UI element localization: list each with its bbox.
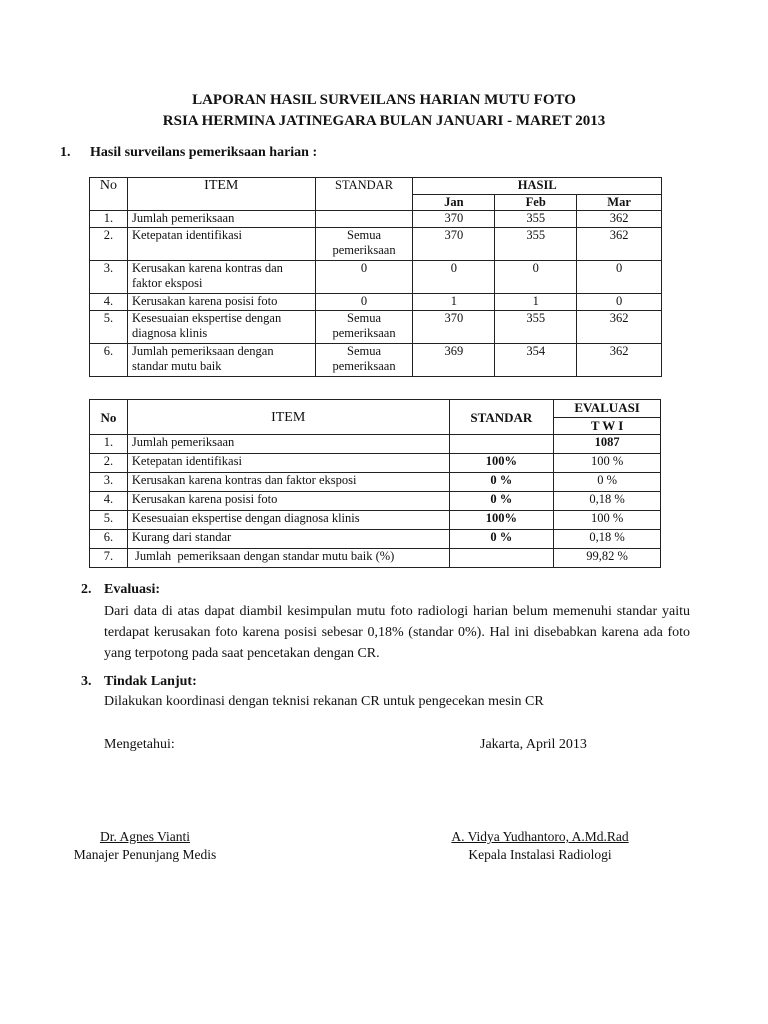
row-twi: 99,82 % [554,549,661,568]
row-mar: 0 [577,261,662,294]
row-item: Ketepatan identifikasi [127,454,449,473]
row-item: Jumlah pemeriksaan dengan standar mutu baik [127,344,315,377]
row-item: Kerusakan karena posisi foto [127,492,449,511]
table-row [90,294,662,311]
row-twi: 1087 [554,435,661,454]
col-header-twi: T W I [554,418,661,435]
row-jan: 1 [413,294,495,311]
row-feb: 354 [495,344,577,377]
row-twi: 100 % [554,454,661,473]
row-mar: 362 [577,311,662,344]
col-header-mar: Mar [577,195,662,211]
table-row [90,492,661,511]
row-standar [449,435,554,454]
table-row [90,211,662,228]
row-no: 6. [90,530,128,549]
table-row [90,261,662,294]
row-jan: 370 [413,311,495,344]
col-header-item: ITEM [127,400,449,435]
col-header-standar: STANDAR [315,178,413,211]
row-no: 3. [90,473,128,492]
section3-number: 3. [81,674,92,689]
left-signatory-title: Manajer Penunjang Medis [73,847,217,862]
row-no: 6. [90,344,128,377]
col-header-evaluasi: EVALUASI [554,400,661,418]
place-date: Jakarta, April 2013 [480,737,587,752]
table-row [90,511,661,530]
row-no: 2. [90,228,128,261]
row-no: 2. [90,454,128,473]
right-signatory-name: A. Vidya Yudhantoro, A.Md.Rad [451,829,629,844]
row-no: 4. [90,492,128,511]
row-standar: Semua pemeriksaan [315,344,413,377]
row-no: 1. [90,211,128,228]
col-header-jan: Jan [413,195,495,211]
col-header-feb: Feb [495,195,577,211]
table-row [90,473,661,492]
table-row [90,311,662,344]
daily-surveillance-table [89,177,662,377]
col-header-item: ITEM [127,178,315,211]
row-no: 5. [90,311,128,344]
row-twi: 0,18 % [554,492,661,511]
row-item: Kesesuaian ekspertise dengan diagnosa klinis [127,511,449,530]
row-mar: 362 [577,228,662,261]
twi-evaluation-table [89,399,661,568]
row-item: Ketepatan identifikasi [127,228,315,261]
col-header-no: No [90,400,128,435]
table-row [90,435,661,454]
row-standar: 0 % [449,473,554,492]
row-feb: 1 [495,294,577,311]
col-header-hasil: HASIL [413,178,662,195]
report-title-line2: RSIA HERMINA JATINEGARA BULAN JANUARI - MARET 2013 [162,113,606,129]
section1-heading: Hasil surveilans pemeriksaan harian : [90,145,318,160]
table-row [90,530,661,549]
row-mar: 0 [577,294,662,311]
row-no: 3. [90,261,128,294]
report-title-line1: LAPORAN HASIL SURVEILANS HARIAN MUTU FOTO [192,92,576,108]
row-mar: 362 [577,211,662,228]
row-feb: 355 [495,211,577,228]
section3-heading: Tindak Lanjut: [104,674,197,689]
col-header-no: No [90,178,128,211]
section1-number: 1. [60,145,71,160]
row-item: Jumlah pemeriksaan [127,211,315,228]
table-row [90,344,662,377]
row-jan: 369 [413,344,495,377]
table-row [90,454,661,473]
row-feb: 355 [495,311,577,344]
col-header-standar: STANDAR [449,400,554,435]
row-item: Kerusakan karena kontras dan faktor eksposi [127,261,315,294]
row-no: 1. [90,435,128,454]
follow-up-paragraph: Dilakukan koordinasi dengan teknisi rekanan CR untuk pengecekan mesin CR [104,694,544,709]
section2-number: 2. [81,582,92,597]
left-signatory-name: Dr. Agnes Vianti [99,829,191,844]
row-standar: 100% [449,454,554,473]
table-row [90,549,661,568]
right-signatory-title: Kepala Instalasi Radiologi [468,847,612,862]
section2-heading: Evaluasi: [104,582,161,597]
row-jan: 370 [413,211,495,228]
row-item: Jumlah pemeriksaan dengan standar mutu baik (%) [127,549,449,568]
row-twi: 0,18 % [554,530,661,549]
table-row [90,228,662,261]
row-item: Kerusakan karena kontras dan faktor eksposi [127,473,449,492]
row-no: 5. [90,511,128,530]
row-twi: 0 % [554,473,661,492]
row-mar: 362 [577,344,662,377]
row-standar [315,211,413,228]
row-standar [449,549,554,568]
row-standar: 0 [315,294,413,311]
row-jan: 370 [413,228,495,261]
evaluation-paragraph: Dari data di atas dapat diambil kesimpulan mutu foto radiologi harian belum memenuhi standar yaitu terdapat kerusakan foto karena posisi sebesar 0,18% (standar 0%). Hal ini disebabkan karena ada foto yang terpotong pada saat pencetakan dengan CR. [104,604,690,661]
row-twi: 100 % [554,511,661,530]
row-standar: Semua pemeriksaan [315,311,413,344]
row-item: Kesesuaian ekspertise dengan diagnosa klinis [127,311,315,344]
row-jan: 0 [413,261,495,294]
row-standar: 0 % [449,530,554,549]
row-no: 7. [90,549,128,568]
row-standar: 100% [449,511,554,530]
row-item: Kurang dari standar [127,530,449,549]
row-standar: 0 [315,261,413,294]
mengetahui-label: Mengetahui: [104,737,175,752]
row-standar: 0 % [449,492,554,511]
row-standar: Semua pemeriksaan [315,228,413,261]
row-feb: 0 [495,261,577,294]
row-no: 4. [90,294,128,311]
row-item: Kerusakan karena posisi foto [127,294,315,311]
row-item: Jumlah pemeriksaan [127,435,449,454]
row-feb: 355 [495,228,577,261]
